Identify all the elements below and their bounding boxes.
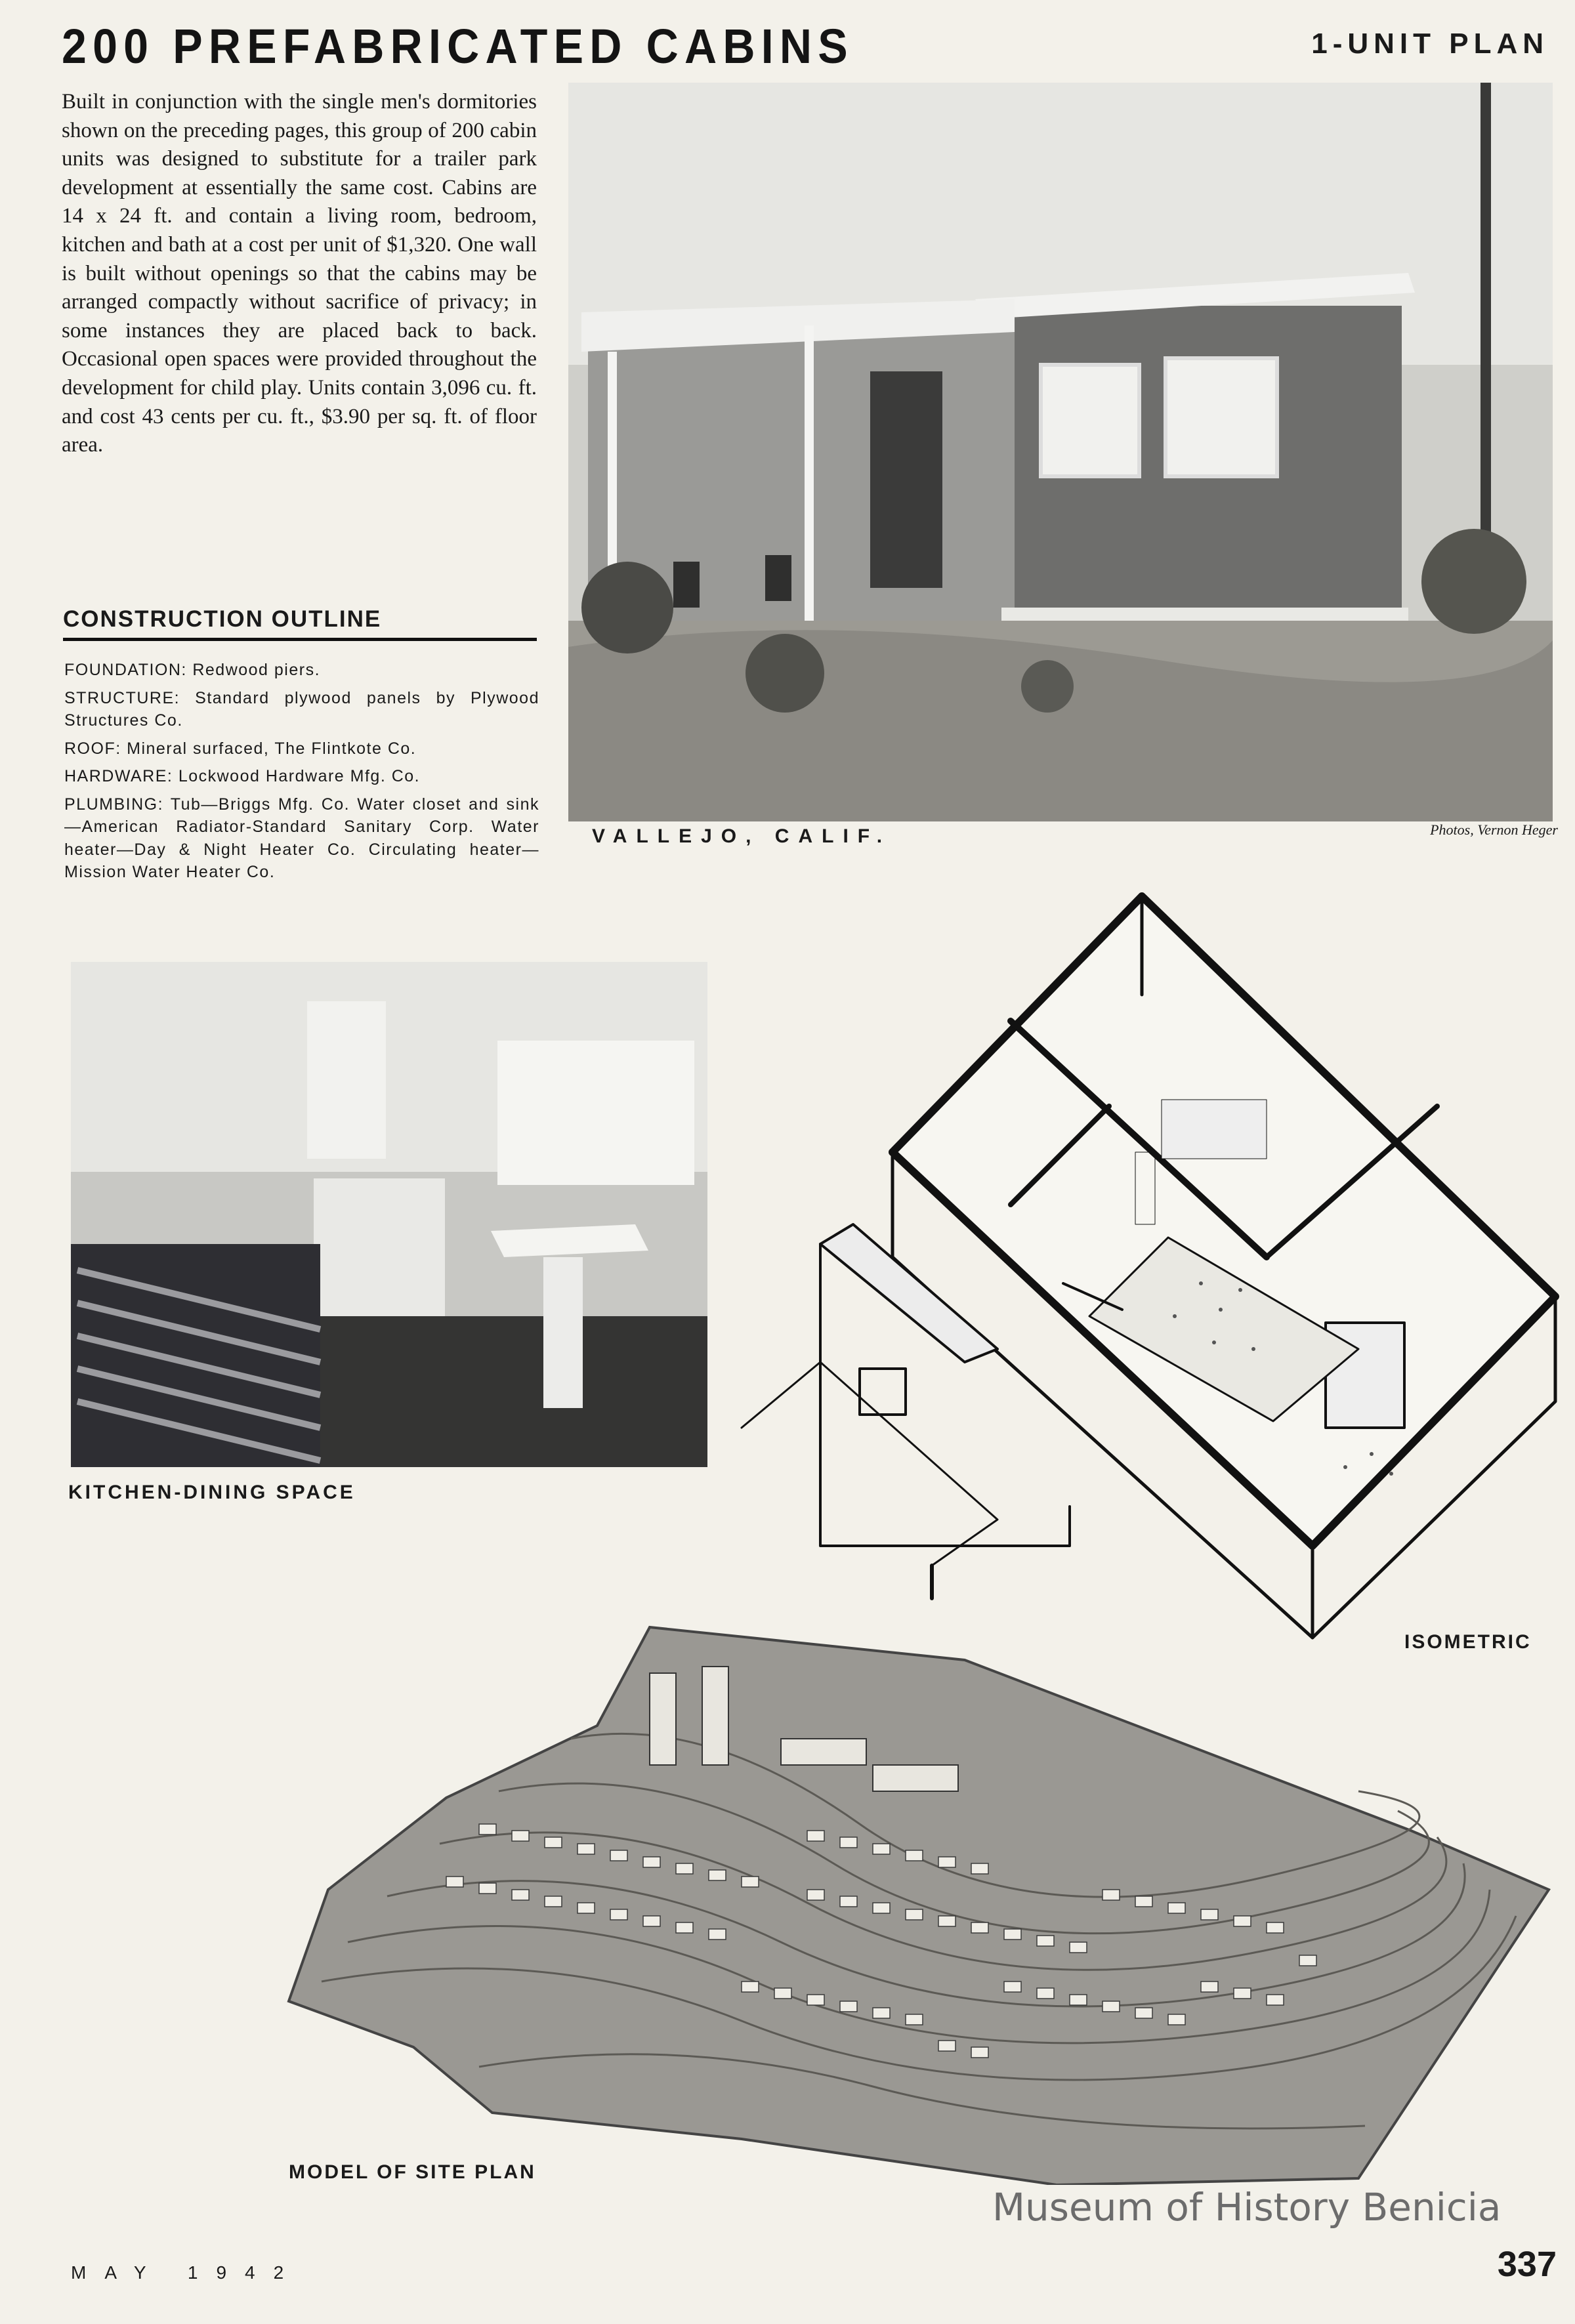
kitchen-photo-art: [71, 962, 707, 1467]
site-model-photo: [282, 1614, 1555, 2185]
isometric-drawing-art: [715, 890, 1562, 1664]
page-title: 200 PREFABRICATED CABINS: [62, 19, 854, 73]
kitchen-caption: KITCHEN-DINING SPACE: [68, 1482, 356, 1503]
exterior-photo: [568, 83, 1553, 821]
exterior-photo-art: [568, 83, 1553, 821]
site-model-caption: MODEL OF SITE PLAN: [289, 2161, 536, 2183]
isometric-caption: ISOMETRIC: [1404, 1631, 1532, 1653]
exterior-caption: VALLEJO, CALIF.: [592, 825, 892, 847]
construction-outline-title: CONSTRUCTION OUTLINE: [63, 606, 537, 641]
outline-item-foundation: FOUNDATION: Redwood piers.: [64, 661, 321, 679]
site-model-art: [282, 1614, 1555, 2185]
kitchen-photo: [71, 962, 707, 1467]
outline-item-structure: STRUCTURE: Standard plywood panels by Plywood Structures Co.: [64, 688, 539, 730]
outline-item-plumbing: PLUMBING: Tub—Briggs Mfg. Co. Water closet and sink—American Radiator-Standard Sanitary Corp. Water heater—Day & Night Heater Co. Circulating heater—Mission Water Heater Co.: [64, 795, 539, 881]
footer-date: MAY 1942: [71, 2262, 303, 2283]
photo-credit: Photos, Vernon Heger: [1430, 821, 1558, 838]
outline-item-roof: ROOF: Mineral surfaced, The Flintkote Co.: [64, 739, 417, 758]
construction-outline-list: [64, 659, 539, 889]
outline-item-hardware: HARDWARE: Lockwood Hardware Mfg. Co.: [64, 767, 421, 785]
isometric-drawing: [715, 890, 1562, 1664]
plan-label: 1-UNIT PLAN: [1311, 28, 1549, 60]
intro-paragraph: Built in conjunction with the single men's dormitories shown on the preceding pages, this group of 200 cabin units was designed to substitute for a trailer park development at essentially the same cost. Cabins are 14 x 24 ft. and contain a living room, bedroom, kitchen and bath at a cost per unit of $1,320. One wall is built without openings so that the cabins may be arranged compactly without sacrifice of privacy; in some instances they are placed back to back. Occasional open spaces were provided throughout the development for child play. Units contain 3,096 cu. ft. and cost 43 cents per cu. ft., $3.90 per sq. ft. of floor area.: [62, 90, 537, 457]
page-number: 337: [1497, 2245, 1557, 2284]
museum-watermark: Museum of History Benicia: [992, 2185, 1502, 2230]
